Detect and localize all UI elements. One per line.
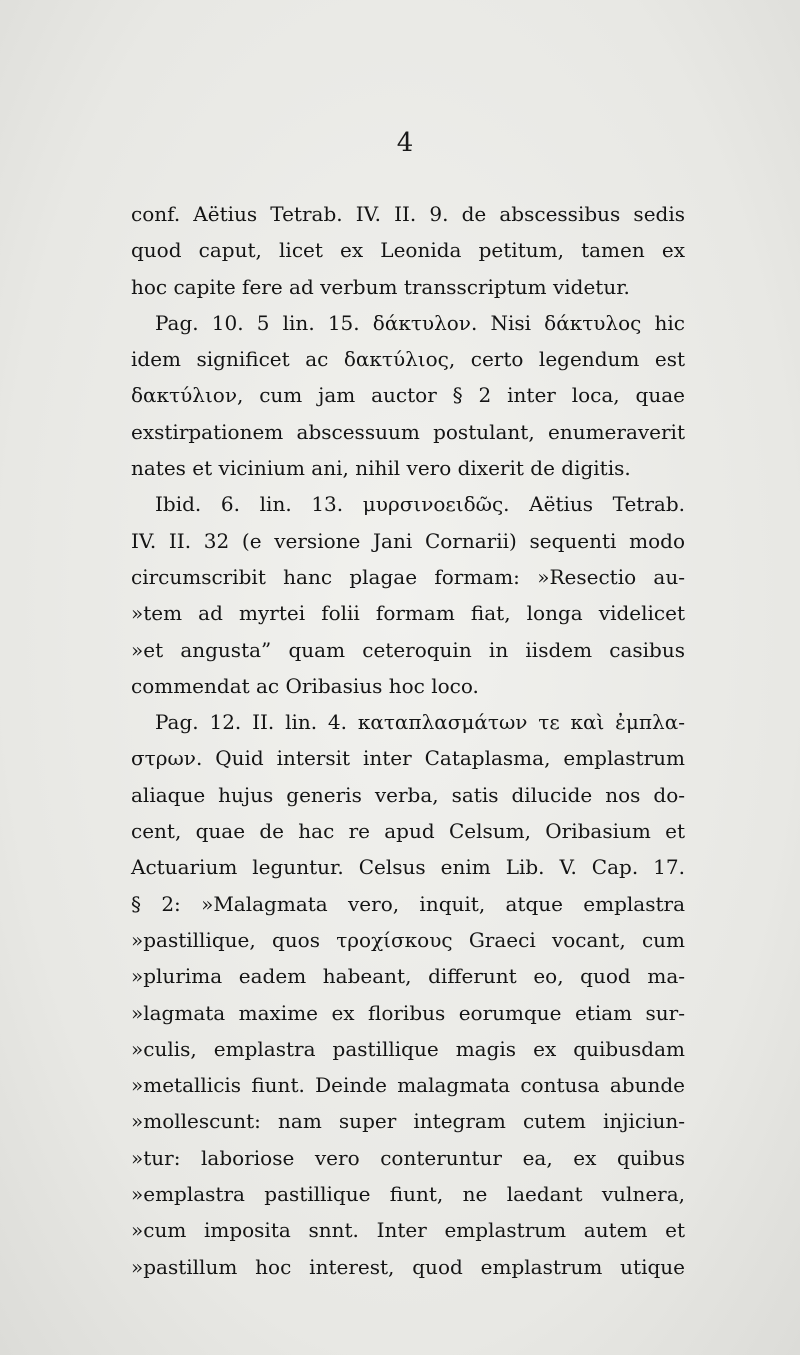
text-line: idem significet ac δακτύλιος, certo legendum est (131, 347, 685, 372)
text-line: commendat ac Oribasius hoc loco. (131, 673, 479, 698)
text-line: quod caput, licet ex Leonida petitum, tamen ex (131, 238, 685, 263)
text-line: »et angusta” quam ceteroquin in iisdem casibus (131, 637, 685, 662)
text-line: IV. II. 32 (e versione Jani Cornarii) sequenti modo (131, 528, 685, 553)
text-line: exstirpationem abscessuum postulant, enumeraverit (131, 419, 685, 444)
text-line: circumscribit hanc plagae formam: »Resectio au- (131, 564, 685, 589)
text-line: »emplastra pastillique fiunt, ne laedant vulnera, (131, 1182, 685, 1207)
text-line: στρων. Quid intersit inter Cataplasma, emplastrum (131, 746, 685, 771)
text-line: cent, quae de hac re apud Celsum, Oribasium et (131, 819, 685, 844)
text-line: »pastillum hoc interest, quod emplastrum utique (131, 1254, 685, 1279)
text-line: aliaque hujus generis verba, satis dilucide nos do- (131, 782, 685, 807)
text-line: nates et vicinium ani, nihil vero dixerit de digitis. (131, 456, 631, 481)
text-line: »tur: laboriose vero conteruntur ea, ex quibus (131, 1145, 685, 1170)
text-line: Actuarium leguntur. Celsus enim Lib. V. Cap. 17. (131, 855, 685, 880)
text-line: »tem ad myrtei folii formam fiat, longa videlicet (131, 601, 685, 626)
page-number: 4 (396, 128, 414, 158)
text-line: Ibid. 6. lin. 13. μυρσινοειδῶς. Aëtius Tetrab. (155, 492, 685, 517)
text-line: »cum imposita snnt. Inter emplastrum autem et (131, 1218, 685, 1243)
body-text (131, 196, 685, 1285)
text-line: Pag. 12. II. lin. 4. καταπλασμάτων τε καὶ ἐμπλα- (155, 710, 685, 735)
text-line: § 2: »Malagmata vero, inquit, atque emplastra (131, 891, 685, 916)
text-line: »plurima eadem habeant, differunt eo, quod ma- (131, 964, 685, 989)
text-line: »lagmata maxime ex floribus eorumque etiam sur- (131, 1000, 685, 1025)
text-line: »metallicis fiunt. Deinde malagmata contusa abunde (131, 1073, 685, 1098)
text-line: δακτύλιον, cum jam auctor § 2 inter loca, quae (131, 383, 685, 408)
text-line: hoc capite fere ad verbum transscriptum videtur. (131, 274, 630, 299)
text-line: conf. Aëtius Tetrab. IV. II. 9. de abscessibus sedis (131, 202, 685, 226)
text-line: »mollescunt: nam super integram cutem injiciun- (131, 1109, 685, 1134)
text-line: Pag. 10. 5 lin. 15. δάκτυλον. Nisi δάκτυλος hic (155, 310, 685, 335)
text-line: »culis, emplastra pastillique magis ex quibusdam (131, 1036, 685, 1061)
text-line: »pastillique, quos τροχίσκους Graeci vocant, cum (131, 927, 685, 952)
